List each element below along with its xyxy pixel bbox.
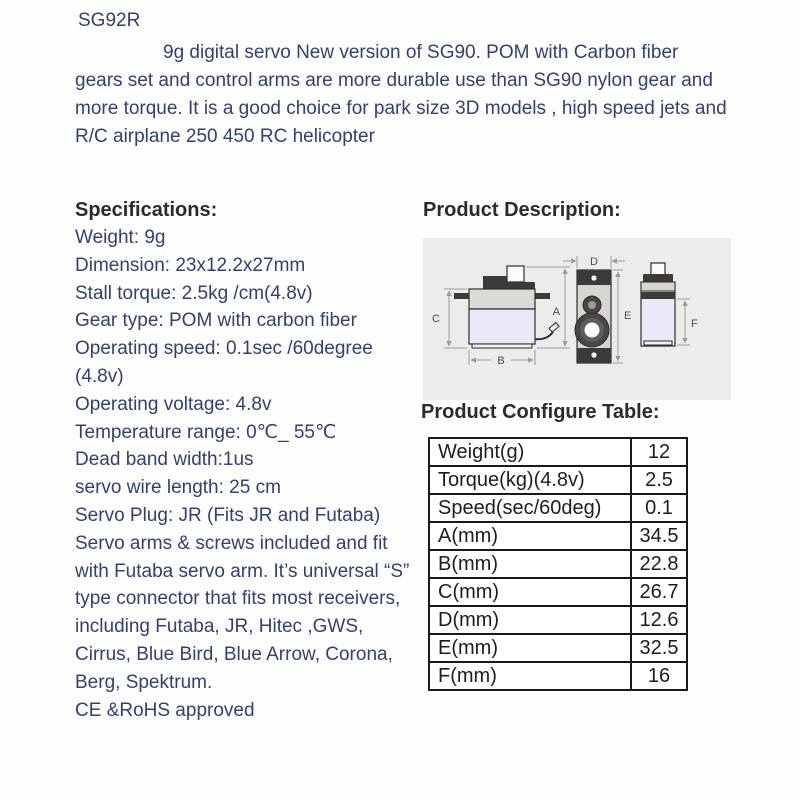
config-param-cell: C(mm) — [429, 578, 631, 606]
dim-label-c: C — [432, 313, 440, 325]
configure-table-row — [429, 578, 687, 606]
configure-table-row — [429, 662, 687, 690]
dim-label-a: A — [552, 306, 560, 318]
spec-line: Temperature range: 0℃_ 55℃ — [75, 421, 337, 443]
configure-table-heading: Product Configure Table: — [421, 401, 660, 423]
config-value-cell: 0.1 — [631, 494, 687, 522]
spec-line: CE &RoHS approved — [75, 699, 255, 721]
spec-line: Dimension: 23x12.2x27mm — [75, 254, 306, 276]
product-title: SG92R — [78, 10, 141, 31]
spec-line: (4.8v) — [75, 365, 124, 387]
config-value-cell: 16 — [631, 662, 687, 690]
spec-line: with Futaba servo arm. It’s universal “S” — [75, 560, 410, 582]
config-param-cell: E(mm) — [429, 634, 631, 662]
dim-label-d: D — [590, 256, 598, 268]
spec-line: Cirrus, Blue Bird, Blue Arrow, Corona, — [75, 643, 393, 665]
servo-end-view — [641, 263, 675, 346]
spec-line: Berg, Spektrum. — [75, 671, 213, 693]
configure-table-row — [429, 606, 687, 634]
config-param-cell: D(mm) — [429, 606, 631, 634]
dim-label-f: F — [691, 318, 698, 330]
configure-table-row — [429, 466, 687, 494]
servo-dimension-diagram — [423, 238, 731, 400]
config-param-cell: Torque(kg)(4.8v) — [429, 466, 631, 494]
configure-table-row — [429, 522, 687, 550]
spec-line: including Futaba, JR, Hitec ,GWS, — [75, 616, 364, 638]
spec-line: servo wire length: 25 cm — [75, 477, 281, 499]
config-param-cell: B(mm) — [429, 550, 631, 578]
product-description-heading: Product Description: — [423, 199, 621, 221]
configure-table — [428, 437, 688, 691]
spec-line: Gear type: POM with carbon fiber — [75, 310, 357, 332]
config-value-cell: 32.5 — [631, 634, 687, 662]
config-value-cell: 26.7 — [631, 578, 687, 606]
config-value-cell: 12.6 — [631, 606, 687, 634]
spec-line: Servo Plug: JR (Fits JR and Futaba) — [75, 504, 381, 526]
configure-table-row — [429, 494, 687, 522]
configure-table-row — [429, 550, 687, 578]
spec-line: Stall torque: 2.5kg /cm(4.8v) — [75, 282, 313, 304]
specifications-list — [75, 224, 435, 724]
specifications-heading: Specifications: — [75, 199, 218, 221]
dim-label-b: B — [497, 355, 505, 367]
config-value-cell: 12 — [631, 438, 687, 466]
config-value-cell: 2.5 — [631, 466, 687, 494]
servo-top-view — [575, 270, 611, 363]
configure-table-row — [429, 438, 687, 466]
spec-line: Servo arms & screws included and fit — [75, 532, 388, 554]
spec-line: Operating speed: 0.1sec /60degree — [75, 338, 373, 360]
spec-line: Weight: 9g — [75, 227, 166, 248]
config-param-cell: Weight(g) — [429, 438, 631, 466]
configure-table-row — [429, 634, 687, 662]
spec-line: type connector that fits most receivers, — [75, 588, 401, 610]
dim-label-e: E — [624, 310, 632, 322]
spec-line: Operating voltage: 4.8v — [75, 393, 272, 415]
config-param-cell: Speed(sec/60deg) — [429, 494, 631, 522]
config-param-cell: A(mm) — [429, 522, 631, 550]
spec-line: Dead band width:1us — [75, 449, 254, 471]
config-value-cell: 34.5 — [631, 522, 687, 550]
config-param-cell: F(mm) — [429, 662, 631, 690]
servo-side-view — [454, 266, 559, 348]
product-intro-paragraph: 9g digital servo New version of SG90. POM with Carbon fiber gears set and control arms are more durable use than SG90 nylon gear and more torque. It is a good choice for park size 3D models , high speed jets and R/C airplane 250 450 RC helicopter — [75, 42, 727, 147]
config-value-cell: 22.8 — [631, 550, 687, 578]
